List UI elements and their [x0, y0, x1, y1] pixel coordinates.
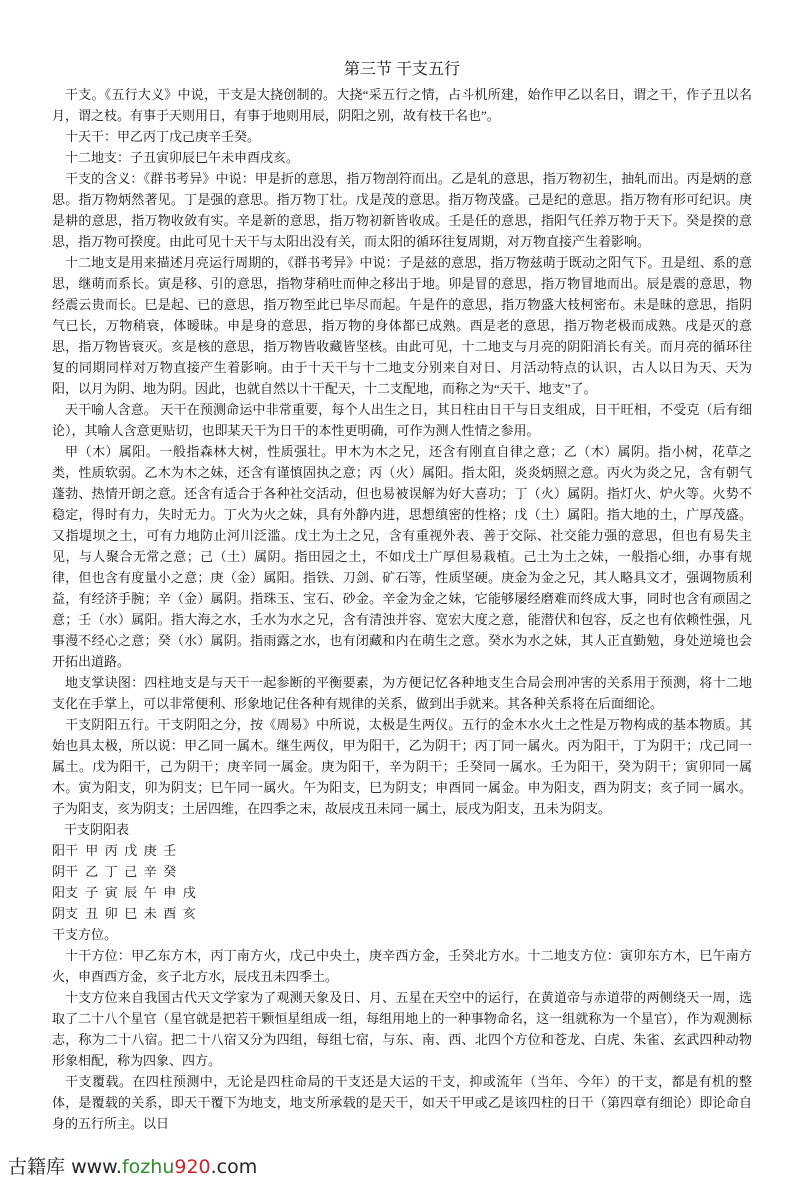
paragraph: 十干方位：甲乙东方木，丙丁南方火，戊己中央土，庚辛西方金，壬癸北方水。十二地支方位：寅卯东方木，巳午南方火，申酉西方金，亥子北方水，辰戌丑未四季土。	[52, 948, 752, 984]
body-section-b	[52, 945, 752, 1134]
url-prefix: www.	[71, 1156, 122, 1178]
paragraph: 甲（木）属阳。一般指森林大树，性质强壮。甲木为木之兄，还含有刚直自律之意；乙（木）属阴。指小树，花草之类，性质软弱。乙木为木之妹，还含有谨慎固执之意；丙（火）属阳。指太阳，炎炎炳照之意。丙火为炎之兄，含有朝气蓬勃、热情开朗之意。还含有适合于各种社交活动，但也易被误解为好大喜功；丁（火）属阴。指灯火、炉火等。火势不稳定，得时有力，失时无力。丁火为火之妹，具有外静内进，思想缜密的性格；戊（土）属阳。指大地的土，广厚茂盛。又指堤坝之土，可有力地防止河川泛滥。戊土为土之兄，含有重视外表、善于交际、社交能力强的意思，但也有易失主见，与人聚合无常之意；己（土）属阴。指田园之土，不如戊土广厚但易栽植。己土为土之妹，一般指心细，办事有规律，但也含有度量小之意；庚（金）属阳。指铁、刀剑、矿石等，性质坚硬。庚金为金之兄，其人略具文才，强调物质利益，有经济手腕；辛（金）属阴。指珠玉、宝石、砂金。辛金为金之妹，它能够屡经磨难而终成大事，同时也含有顽固之意；壬（水）属阳。指大海之水，壬水为水之兄，含有清浊并容、宽宏大度之意，能潜伏和包容，反之也有依赖性强，凡事漫不经心之意；癸（水）属阴。指雨露之水，也有闭藏和内在萌生之意。癸水为水之妹，其人正直勤勉，身处逆境也会开拓出道路。	[52, 444, 752, 669]
table-cell: 辛	[143, 864, 157, 879]
section-title: 第三节 干支五行	[343, 61, 460, 78]
body-section-a	[52, 84, 752, 819]
paragraph: 十二地支：子丑寅卯辰巳午未申酉戌亥。	[65, 150, 300, 165]
table-cell: 癸	[163, 864, 177, 879]
table-cell: 戌	[182, 885, 196, 900]
table-row	[52, 840, 752, 861]
document-page	[52, 0, 752, 1134]
paragraph: 十支方位来自我国古代天文学家为了观测天象及日、月、五星在天空中的运行，在黄道帝与赤道带的两侧绕天一周，选取了二十八个星官（星官就是把若干颗恒星组成一组，每组用地上的一种事物命名，这一组就称为一个星官），作为观测标志，称为二十八宿。把二十八宿又分为四组，每组七宿，与东、南、西、北四个方位和苍龙、白虎、朱雀、玄武四种动物形象相配，称为四象、四方。	[52, 990, 752, 1068]
table-cell: 子	[85, 885, 99, 900]
table-cell: 寅	[104, 885, 118, 900]
table-caption: 干支阴阳表	[64, 822, 130, 837]
table-cell: 戊	[124, 843, 138, 858]
table-cell: 申	[163, 885, 177, 900]
row-label: 阴干	[52, 864, 79, 879]
table-cell: 午	[143, 885, 157, 900]
table-body	[52, 840, 752, 924]
paragraph: 地支掌诀图：四柱地支是与天干一起参断的平衡要素，为方便记忆各种地支生合局会刑冲害的关系用于预测，将十二地支化在手掌上，可以非常便利、形象地记住各种有规律的关系，做到出手就来。其各种关系将在后面细论。	[52, 675, 752, 711]
watermark-logo	[8, 1154, 793, 1180]
paragraph: 十二地支是用来描述月亮运行周期的，《群书考异》中说：子是兹的意思，指万物兹萌于既动之阳气下。丑是纽、系的意思，继萌而系长。寅是移、引的意思，指物芽稍吐而伸之移出于地。卯是冒的意思，指万物冒地而出。辰是震的意思，物经震云贵而长。巳是起、已的意思，指万物至此已毕尽而起。午是仵的意思，指万物盛大枝柯密布。未是昧的意思，指阴气已长，万物稍衰，体暧昧。申是身的意思，指万物的身体都已成熟。酉是老的意思，指万物老极而成熟。戌是灭的意思，指万物皆衰灭。亥是核的意思，指万物皆收藏皆坚核。由此可见，十二地支与月亮的阴阳消长有关。而月亮的循环往复的同期同样对万物直接产生着影响。由于十天干与十二地支分别来自对日、月活动特点的认识，古人以日为天、天为阳，以月为阴、地为阴。因此，也就自然以十干配天，十二支配地，而称之为“天干、地支”了。	[52, 255, 752, 396]
table-cell: 未	[143, 906, 157, 921]
table-cell: 巳	[124, 906, 138, 921]
paragraph: 天干喻人含意。 天干在预测命运中非常重要，每个人出生之日，其日柱由日干与日支组成，日干旺相，不受克（后有细论），其喻人含意更贴切，也即某天干为日干的本性更明确，可作为测人性情之参用。	[52, 402, 752, 438]
url-suffix: .com	[210, 1156, 258, 1178]
table-row	[52, 903, 752, 924]
table-cell: 乙	[85, 864, 99, 879]
table-cell: 丁	[104, 864, 118, 879]
paragraph: 干支阴阳五行。干支阴阳之分，按《周易》中所说，太极是生两仪。五行的金木水火土之性是万物构成的基本物质。其始也具太极，所以说：甲乙同一属木。继生两仪，甲为阳干，乙为阴干；丙丁同一属火。丙为阳干，丁为阴干；戊己同一属土。戊为阳干，己为阴干；庚辛同一属金。庚为阳干，辛为阴干；壬癸同一属水。壬为阳干，癸为阴干；寅卯同一属木。寅为阳支，卯为阴支；巳午同一属火。午为阳支，巳为阴支；申酉同一属金。申为阳支，酉为阴支；亥子同一属水。子为阳支，亥为阴支；土居四维，在四季之末，故辰戌丑未同一属土，辰戌为阳支，丑未为阴支。	[52, 717, 752, 816]
table-row	[52, 882, 752, 903]
table-cell: 己	[124, 864, 138, 879]
row-label: 阳干	[52, 843, 79, 858]
paragraph: 十天干：甲乙丙丁戊己庚辛壬癸。	[65, 129, 261, 144]
table-cell: 丙	[104, 843, 118, 858]
table-cell: 卯	[104, 906, 118, 921]
url-green: fozhu	[121, 1156, 175, 1178]
direction-heading: 干支方位。	[52, 927, 118, 942]
watermark-url	[71, 1156, 257, 1178]
table-cell: 亥	[182, 906, 196, 921]
table-cell: 酉	[163, 906, 177, 921]
row-label: 阳支	[52, 885, 79, 900]
table-cell: 庚	[143, 843, 157, 858]
watermark-site-name: 古籍库	[8, 1156, 66, 1178]
yin-yang-table	[52, 819, 752, 924]
paragraph: 干支。《五行大义》中说，干支是大挠创制的。大挠“采五行之情，占斗机所建，始作甲乙以名日，谓之干，作子丑以名月，谓之枝。有事于天则用日，有事于地则用辰，阴阳之别，故有枝干名也”。	[52, 87, 752, 123]
paragraph: 干支的含义：《群书考异》中说：甲是折的意思，指万物剖符而出。乙是轧的意思，指万物初生，抽轧而出。丙是炳的意思。指万物炳然著见。丁是强的意思。指万物丁壮。戊是茂的意思。指万物茂盛。己是纪的意思。指万物有形可纪识。庚是耕的意思，指万物收敛有实。辛是新的意思，指万物初新皆收成。壬是任的意思，指阳气任养万物于天下。癸是揆的意思，指万物可揆度。由此可见十天干与太阳出没有关，而太阳的循环往复周期，对万物直接产生着影响。	[52, 171, 752, 249]
table-cell: 丑	[85, 906, 99, 921]
row-label: 阴支	[52, 906, 79, 921]
paragraph: 干支覆载。在四柱预测中，无论是四柱命局的干支还是大运的干支，抑或流年（当年、今年）的干支，都是有机的整体，是覆载的关系，即天干覆下为地支，地支所承载的是天干，如天干甲或乙是该四柱的日干（第四章有细论）即论命自身的五行所主。以日	[52, 1074, 752, 1131]
table-cell: 辰	[124, 885, 138, 900]
table-row	[52, 861, 752, 882]
table-cell: 甲	[85, 843, 99, 858]
url-red: 920	[174, 1156, 211, 1178]
table-cell: 壬	[163, 843, 177, 858]
